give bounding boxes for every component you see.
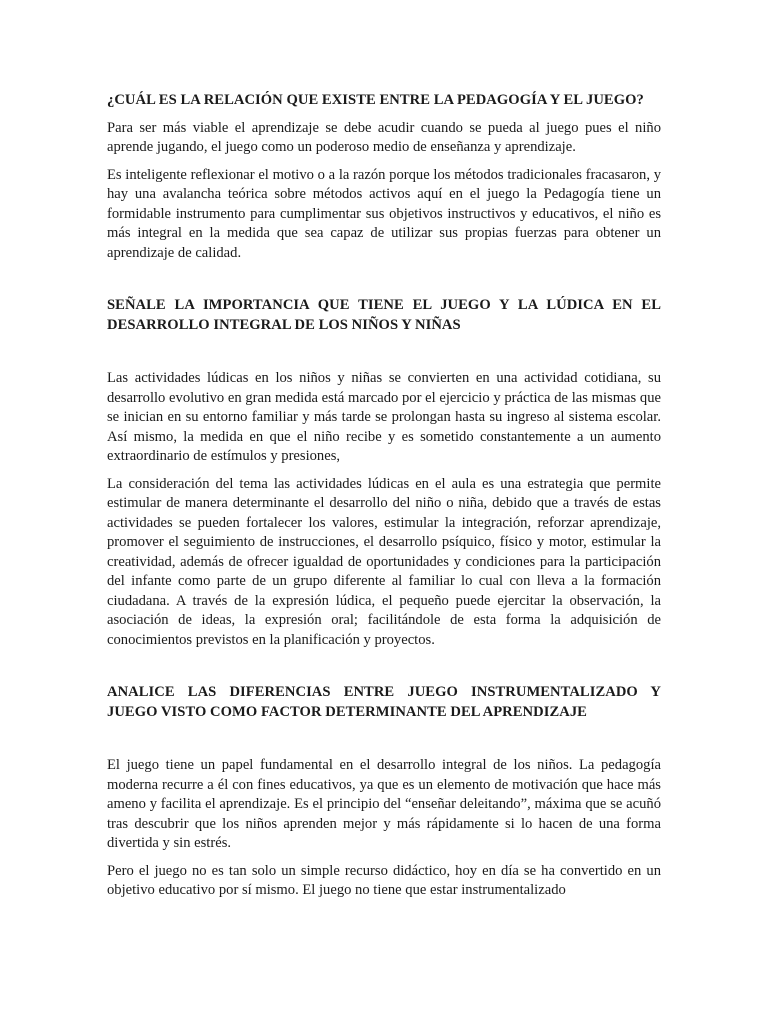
section-3-paragraph-1: El juego tiene un papel fundamental en el desarrollo integral de los niños. La pedagogía moderna recurre a él con fines educativos, ya que es un elemento de motivación que hace más ameno y facilita el aprendizaje. Es el principio del “enseñar deleitando”, máxima que se acuñó tras descubrir que los niños aprenden mejor y más rápidamente si lo hacen de una forma divertida y sin estrés. (107, 757, 661, 851)
document-page (107, 91, 661, 901)
section-2-heading-line-1: SEÑALE LA IMPORTANCIA QUE TIENE EL JUEGO Y LA LÚDICA EN EL (107, 297, 661, 313)
section-3-heading-line-1: ANALICE LAS DIFERENCIAS ENTRE JUEGO INSTRUMENTALIZADO Y (107, 684, 661, 700)
section-3-heading-line-2: JUEGO VISTO COMO FACTOR DETERMINANTE DEL APRENDIZAJE (107, 703, 587, 720)
section-2-paragraph-2: La consideración del tema las actividades lúdicas en el aula es una estrategia que permite estimular de manera determinante el desarrollo del niño o niña, debido que a través de estas actividades se pueden fortalecer los valores, estimular la integración, reforzar aprendizaje, promover el seguimiento de instrucciones, el desarrollo psíquico, físico y motor, estimular la creatividad, además de ofrecer igualdad de oportunidades y condiciones para la participación del infante como parte de un grupo diferente al familiar lo cual con lleva a la formación ciudadana. A través de la expresión lúdica, el pequeño puede ejercitar la observación, la asociación de ideas, la expresión oral; facilitándole de esta forma la adquisición de conocimientos previstos en la planificación y proyectos. (107, 475, 661, 648)
section-1-paragraph-2: Es inteligente reflexionar el motivo o a la razón porque los métodos tradicionales fracasaron, y hay una avalancha teórica sobre métodos activos aquí en el juego la Pedagogía tiene un formidable instrumento para cumplimentar sus objetivos instructivos y educativos, el niño es más integral en la medida que sea capaz de utilizar sus propias fuerzas para obtener un aprendizaje de calidad. (107, 166, 661, 261)
section-3-paragraph-2: Pero el juego no es tan solo un simple recurso didáctico, hoy en día se ha convertido en un objetivo educativo por sí mismo. El juego no tiene que estar instrumentalizado (107, 862, 661, 898)
section-2-paragraph-1: Las actividades lúdicas en los niños y niñas se convierten en una actividad cotidiana, su desarrollo evolutivo en gran medida está marcado por el ejercicio y práctica de las mismas que se inician en su entorno familiar y más tarde se prolongan hasta su ingreso al sistema escolar. Así mismo, la medida en que el niño recibe y es sometido constantemente a un aumento extraordinario de estímulos y presiones, (107, 370, 661, 464)
section-2-heading-line-2: DESARROLLO INTEGRAL DE LOS NIÑOS Y NIÑAS (107, 316, 461, 333)
section-3-heading (107, 683, 661, 722)
section-1-paragraph-1: Para ser más viable el aprendizaje se debe acudir cuando se pueda al juego pues el niño aprende jugando, el juego como un poderoso medio de enseñanza y aprendizaje. (107, 119, 661, 155)
section-2-heading (107, 296, 661, 335)
section-1-heading: ¿CUÁL ES LA RELACIÓN QUE EXISTE ENTRE LA PEDAGOGÍA Y EL JUEGO? (107, 92, 644, 108)
